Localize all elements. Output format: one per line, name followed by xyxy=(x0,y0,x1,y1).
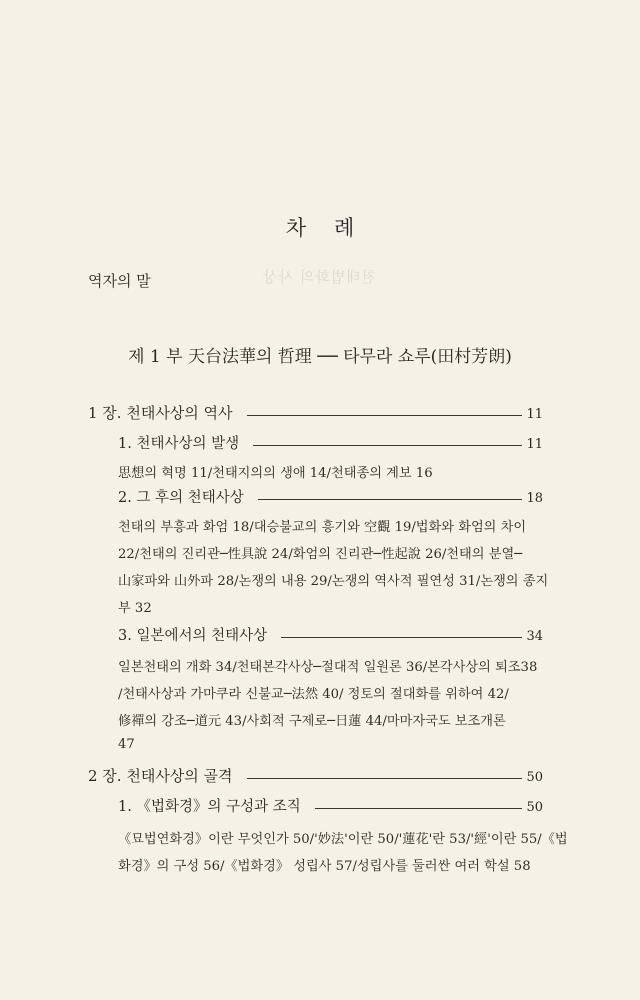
leader-line xyxy=(247,777,523,779)
toc-section-1-2[interactable] xyxy=(118,485,543,507)
section-desc-line: 부 32 xyxy=(118,601,152,616)
leader-line xyxy=(258,498,523,500)
section-label: 2. 그 후의 천태사상 xyxy=(118,490,244,506)
leader-line xyxy=(247,414,523,416)
preface-entry[interactable]: 역자의 말 xyxy=(88,272,151,290)
toc-section-1-1[interactable] xyxy=(118,431,543,453)
page-number: 11 xyxy=(526,437,543,452)
leader-line xyxy=(281,636,522,638)
page-number: 50 xyxy=(526,770,543,785)
section-desc-line: 일본천태의 개화 34/천태본각사상─절대적 일원론 36/본각사상의 퇴조38 xyxy=(118,660,538,675)
leader-line xyxy=(315,807,523,809)
title-char: 차 xyxy=(285,216,306,240)
chapter-label: 2 장. 천태사상의 골격 xyxy=(88,767,233,785)
section-desc-line: 《묘법연화경》이란 무엇인가 50/'妙法'이란 50/'蓮花'란 53/'經'이란 55/《법 xyxy=(118,832,568,847)
section-label: 1. 천태사상의 발생 xyxy=(118,436,240,452)
page-number: 34 xyxy=(526,629,543,644)
page-number: 11 xyxy=(526,407,543,422)
section-desc-line: /천태사상과 가마쿠라 신불교─法然 40/ 정토의 절대화를 위하여 42/ xyxy=(118,687,509,702)
toc-section-2-1[interactable] xyxy=(118,794,543,816)
toc-chapter-1[interactable] xyxy=(88,401,543,423)
bleed-through-text: 천태법화의 사상 xyxy=(262,268,377,286)
toc-section-1-3[interactable] xyxy=(118,623,543,645)
section-desc-line: 山家파와 山外파 28/논쟁의 내용 29/논쟁의 역사적 필연성 31/논쟁의 종지 xyxy=(118,574,549,589)
section-label: 1. 《법화경》의 구성과 조직 xyxy=(118,799,301,815)
page-title xyxy=(0,212,640,242)
section-desc-line: 47 xyxy=(118,737,135,752)
section-desc-line: 22/천태의 진리관─性具說 24/화엄의 진리관─性起說 26/천태의 분열─ xyxy=(118,547,523,562)
section-desc-line: 思想의 혁명 11/천태지의의 생애 14/천태종의 계보 16 xyxy=(118,466,433,481)
title-char: 례 xyxy=(334,216,355,240)
chapter-label: 1 장. 천태사상의 역사 xyxy=(88,404,233,422)
toc-chapter-2[interactable] xyxy=(88,764,543,786)
page-number: 50 xyxy=(526,800,543,815)
section-label: 3. 일본에서의 천태사상 xyxy=(118,628,268,644)
section-desc-line: 修禪의 강조─道元 43/사회적 구제로─日蓮 44/마마자국도 보조개론 xyxy=(118,714,506,729)
section-desc-line: 화경》의 구성 56/《법화경》 성립사 57/성립사를 둘러싼 여러 학설 58 xyxy=(118,859,531,874)
leader-line xyxy=(253,444,522,446)
section-desc-line: 천태의 부흥과 화엄 18/대승불교의 흥기와 空觀 19/법화와 화엄의 차이 xyxy=(118,520,527,535)
page-number: 18 xyxy=(526,491,543,506)
part-heading: 제 1 부 天台法華의 哲理 ── 타무라 쇼루(田村芳朗) xyxy=(128,347,512,367)
